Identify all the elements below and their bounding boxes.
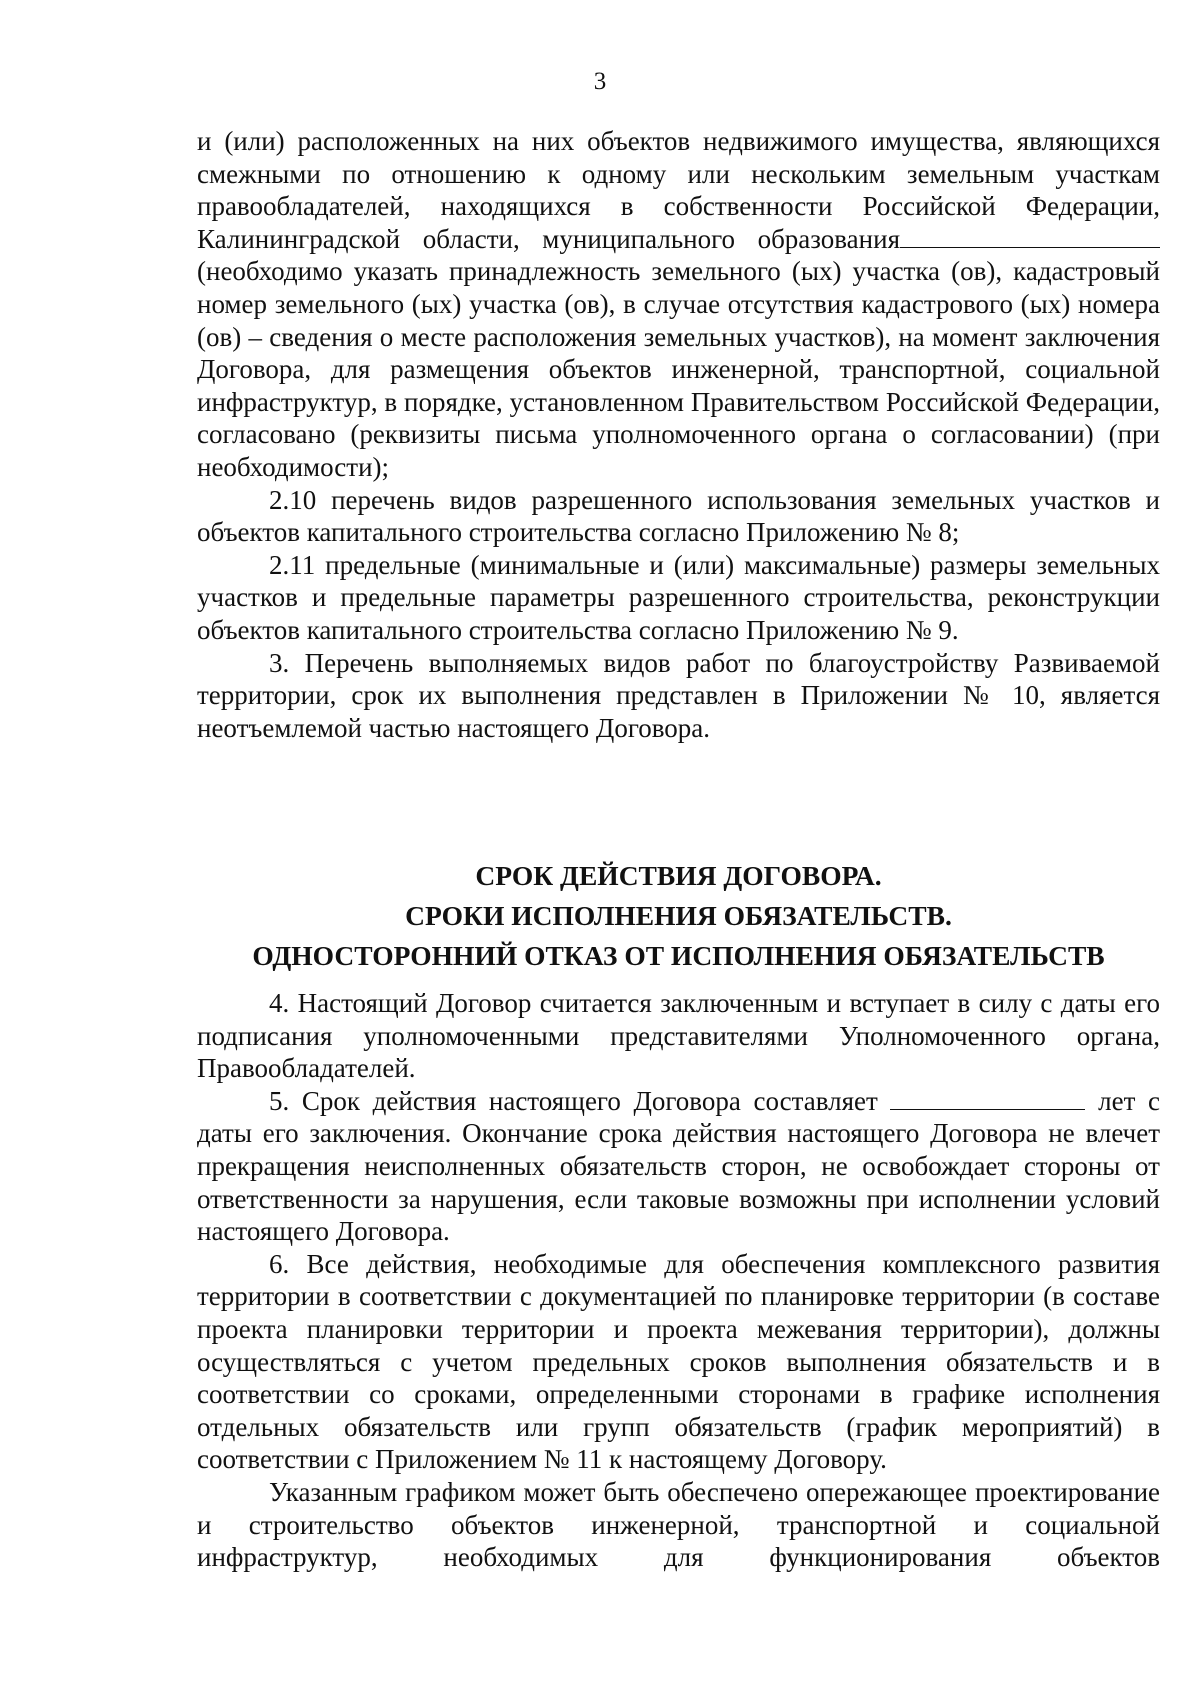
heading-line-2: СРОКИ ИСПОЛНЕНИЯ ОБЯЗАТЕЛЬСТВ. xyxy=(405,900,952,931)
item-5-start: 5. Срок действия настоящего Договора составляет xyxy=(269,1085,878,1116)
page-number: 3 xyxy=(593,68,607,95)
top-text-block xyxy=(197,125,1160,744)
intro-text-end: Калининградской области, муниципального образования xyxy=(197,223,900,254)
section-heading xyxy=(197,856,1160,976)
municipality-blank-field xyxy=(900,225,1160,248)
item-2-10: 2.10 перечень видов разрешенного использования земельных участков и объектов капитального строительства согласно Приложению № 8; xyxy=(197,484,1160,548)
item-3: 3. Перечень выполняемых видов работ по благоустройству Развиваемой территории, срок их выполнения представлен в Приложении № 10, является неотъемлемой частью настоящего Договора. xyxy=(197,647,1160,743)
item-5-rest: с даты его заключения. Окончание срока действия настоящего Договора не влечет прекращения неисполненных обязательств сторон, не освобождает стороны от ответственности за нарушения, если таковые возможны при исполнении условий настоящего Договора. xyxy=(197,1085,1161,1247)
term-years-blank-field xyxy=(890,1087,1085,1110)
bottom-text-block xyxy=(197,987,1160,1574)
parcel-note-paragraph: (необходимо указать принадлежность земельного (ых) участка (ов), кадастровый номер земельного (ых) участка (ов), в случае отсутствия кадастрового (ых) номера (ов) – сведения о месте расположения земельных участков), на момент заключения Договора, для размещения объектов инженерной, транспортной, социальной инфраструктур, в порядке, установленном Правительством Российской Федерации, согласовано (реквизиты письма уполномоченного органа о согласовании) (при необходимости); xyxy=(197,256,1160,482)
item-5 xyxy=(197,1085,1160,1248)
heading-line-3: ОДНОСТОРОННИЙ ОТКАЗ ОТ ИСПОЛНЕНИЯ ОБЯЗАТЕЛЬСТВ xyxy=(252,940,1105,971)
intro-text: и (или) расположенных на них объектов недвижимого имущества, являющихся смежными по отношению к одному или нескольким земельным участкам правообладателей, находящихся в собственности Российской Федерации, xyxy=(197,126,1160,222)
heading-line-1: СРОК ДЕЙСТВИЯ ДОГОВОРА. xyxy=(475,860,882,891)
item-2-11: 2.11 предельные (минимальные и (или) максимальные) размеры земельных участков и предельные параметры разрешенного строительства, реконструкции объектов капитального строительства согласно Приложению № 9. xyxy=(197,549,1160,645)
intro-paragraph xyxy=(197,125,1160,255)
item-4: 4. Настоящий Договор считается заключенным и вступает в силу с даты его подписания уполномоченными представителями Уполномоченного органа, Правообладателей. xyxy=(197,988,1160,1084)
item-5-unit: лет xyxy=(1098,1085,1136,1116)
item-6-continuation: Указанным графиком может быть обеспечено опережающее проектирование и строительство объектов инженерной, транспортной и социальной инфраструктур, необходимых для функционирования объектов xyxy=(197,1476,1160,1573)
item-6: 6. Все действия, необходимые для обеспечения комплексного развития территории в соответствии с документацией по планировке территории (в составе проекта планировки территории и проекта межевания территории), должны осуществляться с учетом предельных сроков выполнения обязательств и в соответствии со сроками, определенными сторонами в графике исполнения отдельных обязательств или групп обязательств (график мероприятий) в соответствии с Приложением № 11 к настоящему Договору. xyxy=(197,1248,1160,1475)
